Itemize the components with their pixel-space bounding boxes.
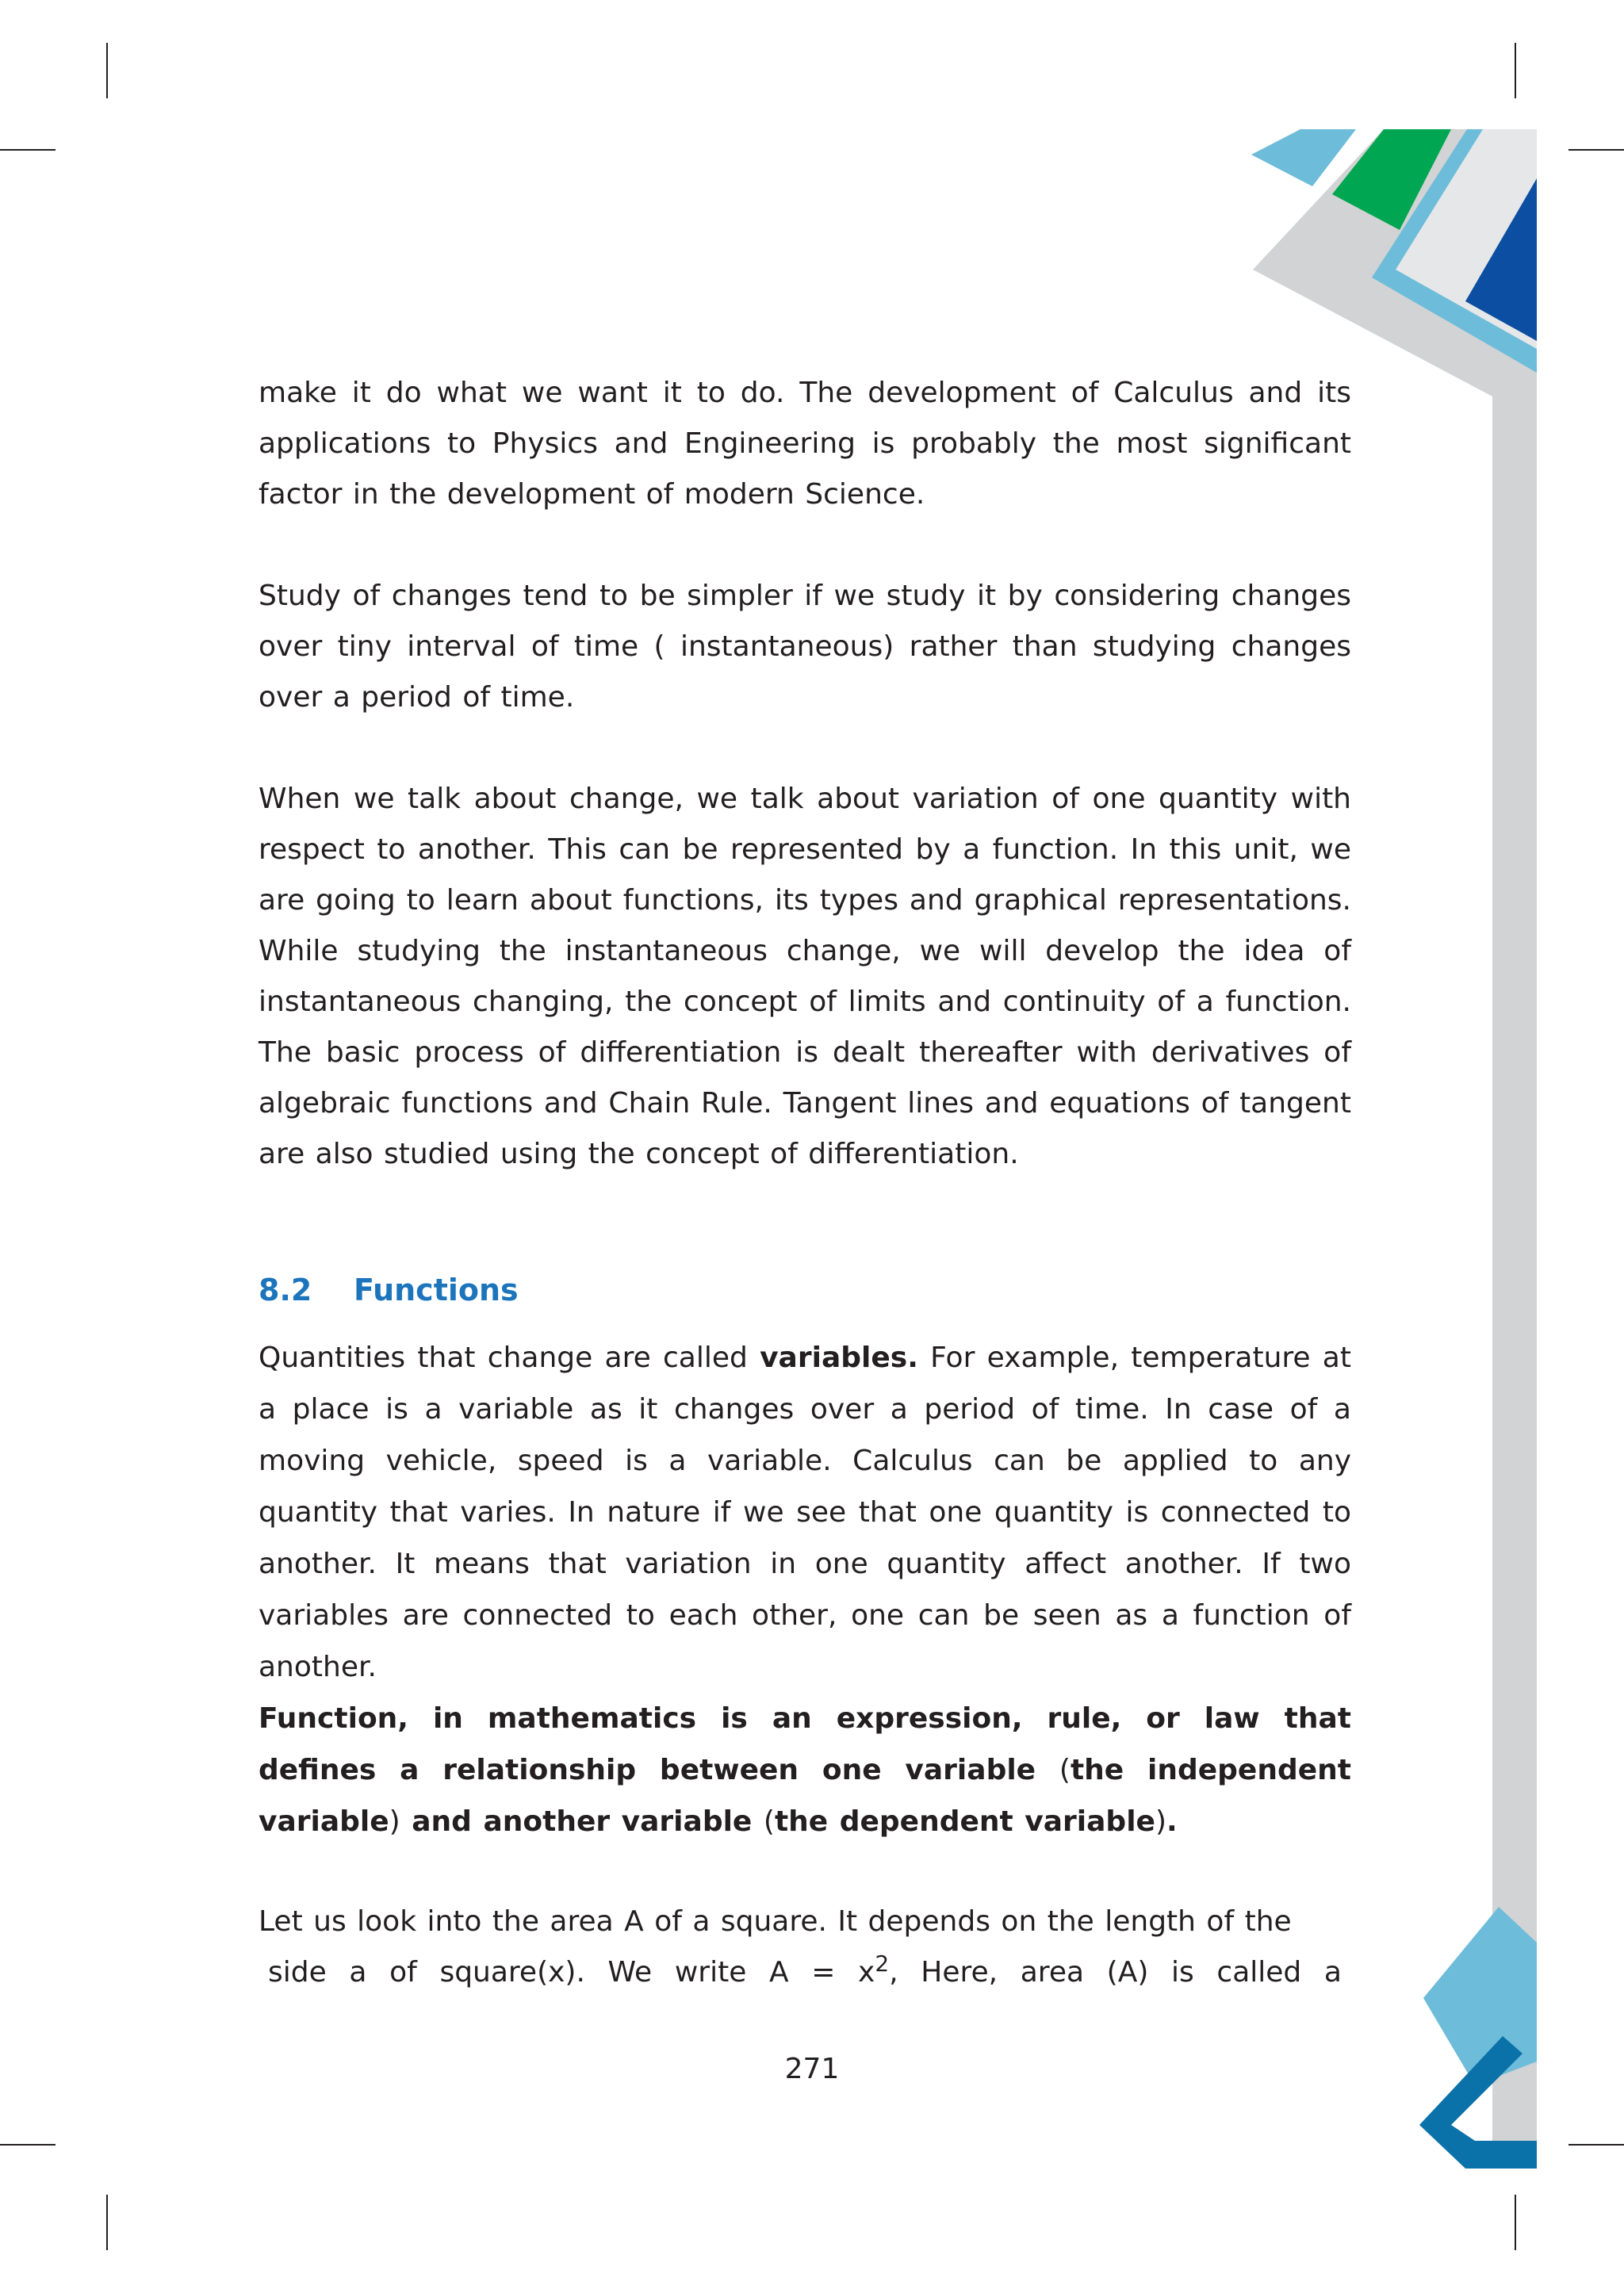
square-area-paragraph: [259, 1897, 1351, 1998]
variables-text-start: Quantities that change are called: [259, 1342, 760, 1374]
definition-paren: ): [1155, 1805, 1166, 1838]
square-area-line2: [259, 1947, 1351, 1998]
variables-paragraph: [259, 1332, 1351, 1693]
section-title: Functions: [354, 1273, 519, 1307]
variables-bold-term: variables.: [760, 1342, 918, 1374]
intro-continued-text: make it do what we want it to do. The development of Calculus and its applications to Physics and Engineering is probably the most significant factor in the development of modern Science.: [259, 377, 1351, 511]
definition-dependent-term: the dependent variable: [774, 1805, 1155, 1838]
definition-paren: ): [389, 1805, 400, 1838]
definition-paren: (: [763, 1805, 775, 1838]
section-heading: [259, 1270, 519, 1310]
study-changes-text: Study of changes tend to be simpler if we study it by considering changes over tiny interval of time ( instantaneous) rather than studying changes over a period of time.: [259, 580, 1351, 714]
page-number: 271: [784, 2053, 840, 2085]
definition-independent-term: the independent variable: [259, 1754, 1352, 1838]
definition-part1: Function, in mathematics is an expression, rule, or law that defines a relationship between one variable: [259, 1702, 1351, 1786]
function-definition: [259, 1693, 1351, 1847]
square-area-line2-end: , Here, area (A) is called a: [889, 1956, 1342, 1989]
talk-change-text: When we talk about change, we talk about variation of one quantity with respect to another. This can be represented by a function. In this unit, we are going to learn about functions, its types and graphical representations. While studying the instantaneous change, we will develop the idea of instantaneous changing, the concept of limits and continuity of a function. The basic process of differentiation is dealt thereafter with derivatives of algebraic functions and Chain Rule. Tangent lines and equations of tangent are also studied using the concept of differentiation.: [259, 783, 1351, 1170]
section-number: 8.2: [259, 1273, 312, 1307]
definition-part2: and another variable: [400, 1805, 764, 1838]
variables-text-rest: For example, temperature at a place is a variable as it changes over a period of time. In case of a moving vehicle, speed is a variable. Calculus can be applied to any quantity that varies. In nature if we see that one quantity is connected to another. It means that variation in one quantity affect another. If two variables are connected to each other, one can be seen as a function of another.: [259, 1342, 1351, 1683]
talk-change-paragraph: [259, 774, 1351, 1180]
square-area-line1: Let us look into the area A of a square. It depends on the length of the: [259, 1905, 1292, 1938]
square-area-line2-start: side a of square(x). We write A = x: [268, 1956, 875, 1989]
study-changes-paragraph: [259, 571, 1351, 723]
definition-paren: (: [1059, 1754, 1071, 1786]
superscript-two: 2: [875, 1950, 890, 1977]
definition-end: .: [1166, 1805, 1178, 1838]
variables-and-definition-block: [259, 1332, 1351, 1847]
intro-continued-paragraph: [259, 368, 1351, 520]
